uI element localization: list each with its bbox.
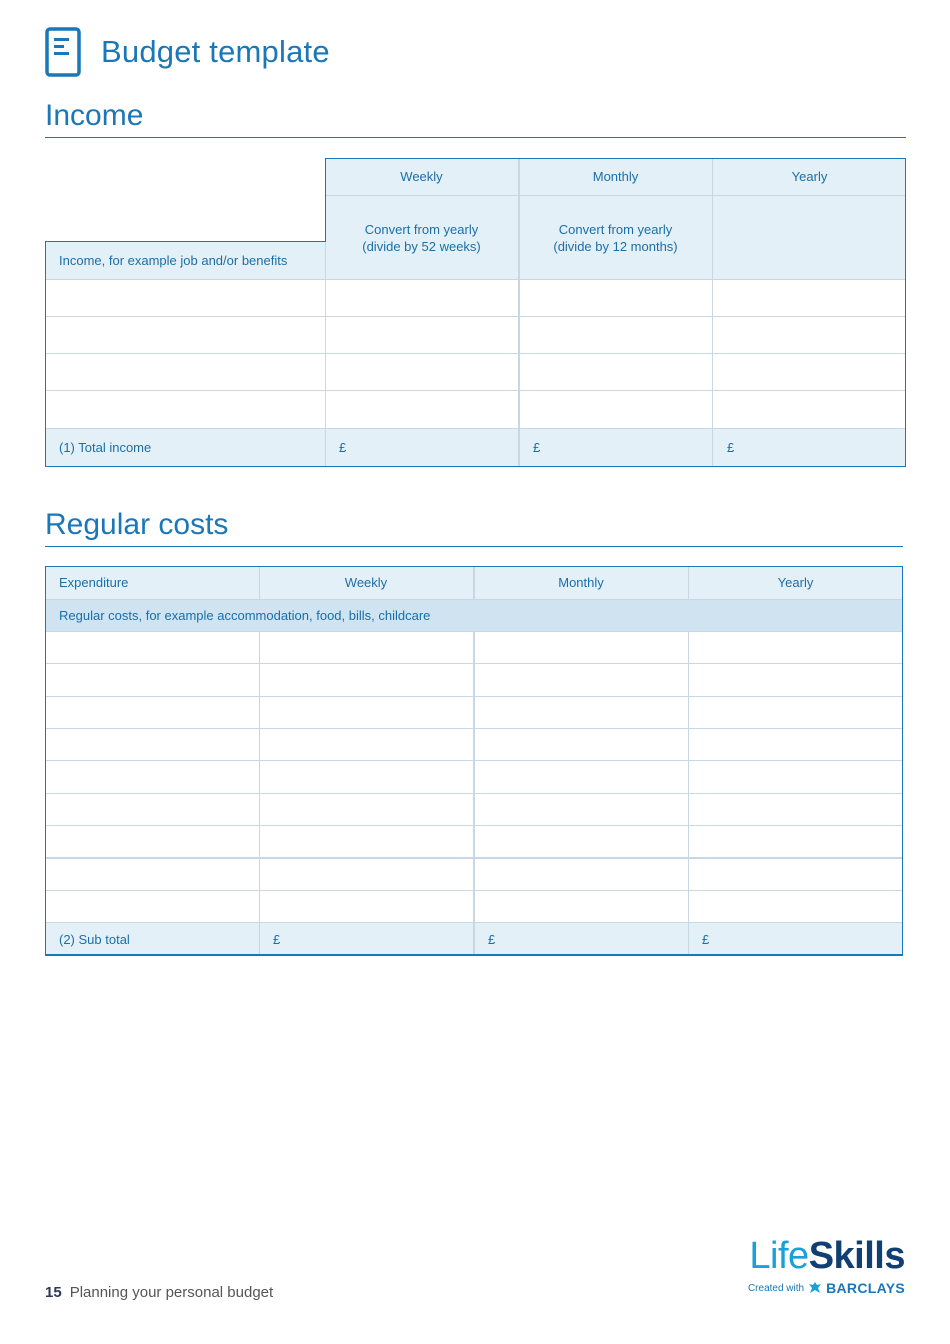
income-col-yearly: Yearly	[713, 158, 906, 195]
income-table	[45, 158, 906, 467]
logo-brand: BARCLAYS	[826, 1280, 905, 1296]
total-income-weekly[interactable]: £	[325, 429, 518, 466]
income-row-label: Income, for example job and/or benefits	[45, 242, 325, 279]
page-number: 15	[45, 1284, 62, 1301]
income-note-weekly: Convert from yearly (divide by 52 weeks)	[325, 196, 518, 279]
costs-divider	[45, 546, 903, 547]
page-header	[45, 26, 330, 78]
page-title: Budget template	[101, 34, 330, 69]
income-col-monthly: Monthly	[519, 158, 712, 195]
income-entry-row[interactable]	[45, 391, 906, 428]
income-col-weekly: Weekly	[325, 158, 518, 195]
income-heading: Income	[45, 99, 144, 132]
logo-created-with: Created with	[747, 1282, 805, 1294]
logo-skills: Skills	[808, 1235, 905, 1277]
page-footer	[45, 1284, 273, 1301]
total-income-label: (1) Total income	[45, 429, 325, 466]
subtotal-weekly[interactable]: £	[259, 923, 473, 955]
costs-col-yearly: Yearly	[688, 566, 903, 599]
income-divider	[45, 137, 906, 138]
costs-col-weekly: Weekly	[259, 566, 473, 599]
subtotal-monthly[interactable]: £	[474, 923, 688, 955]
lifeskills-logo	[748, 1236, 905, 1296]
income-note-monthly: Convert from yearly (divide by 12 months)	[519, 196, 712, 279]
income-entry-row[interactable]	[45, 317, 906, 354]
income-entry-row[interactable]	[45, 280, 906, 317]
costs-col-monthly: Monthly	[474, 566, 688, 599]
footer-text: Planning your personal budget	[69, 1284, 274, 1301]
income-note-yearly	[713, 196, 906, 279]
costs-category-row: Regular costs, for example accommodation, food, bills, childcare	[45, 599, 903, 631]
total-income-yearly[interactable]: £	[713, 429, 906, 466]
costs-col-expenditure: Expenditure	[45, 566, 259, 599]
total-income-monthly[interactable]: £	[519, 429, 712, 466]
document-icon	[45, 27, 81, 77]
subtotal-yearly[interactable]: £	[688, 923, 903, 955]
costs-heading: Regular costs	[45, 508, 229, 541]
subtotal-label: (2) Sub total	[45, 923, 259, 955]
costs-table	[45, 566, 903, 956]
logo-life: Life	[749, 1235, 809, 1277]
eagle-icon	[808, 1281, 822, 1295]
income-entry-row[interactable]	[45, 354, 906, 391]
